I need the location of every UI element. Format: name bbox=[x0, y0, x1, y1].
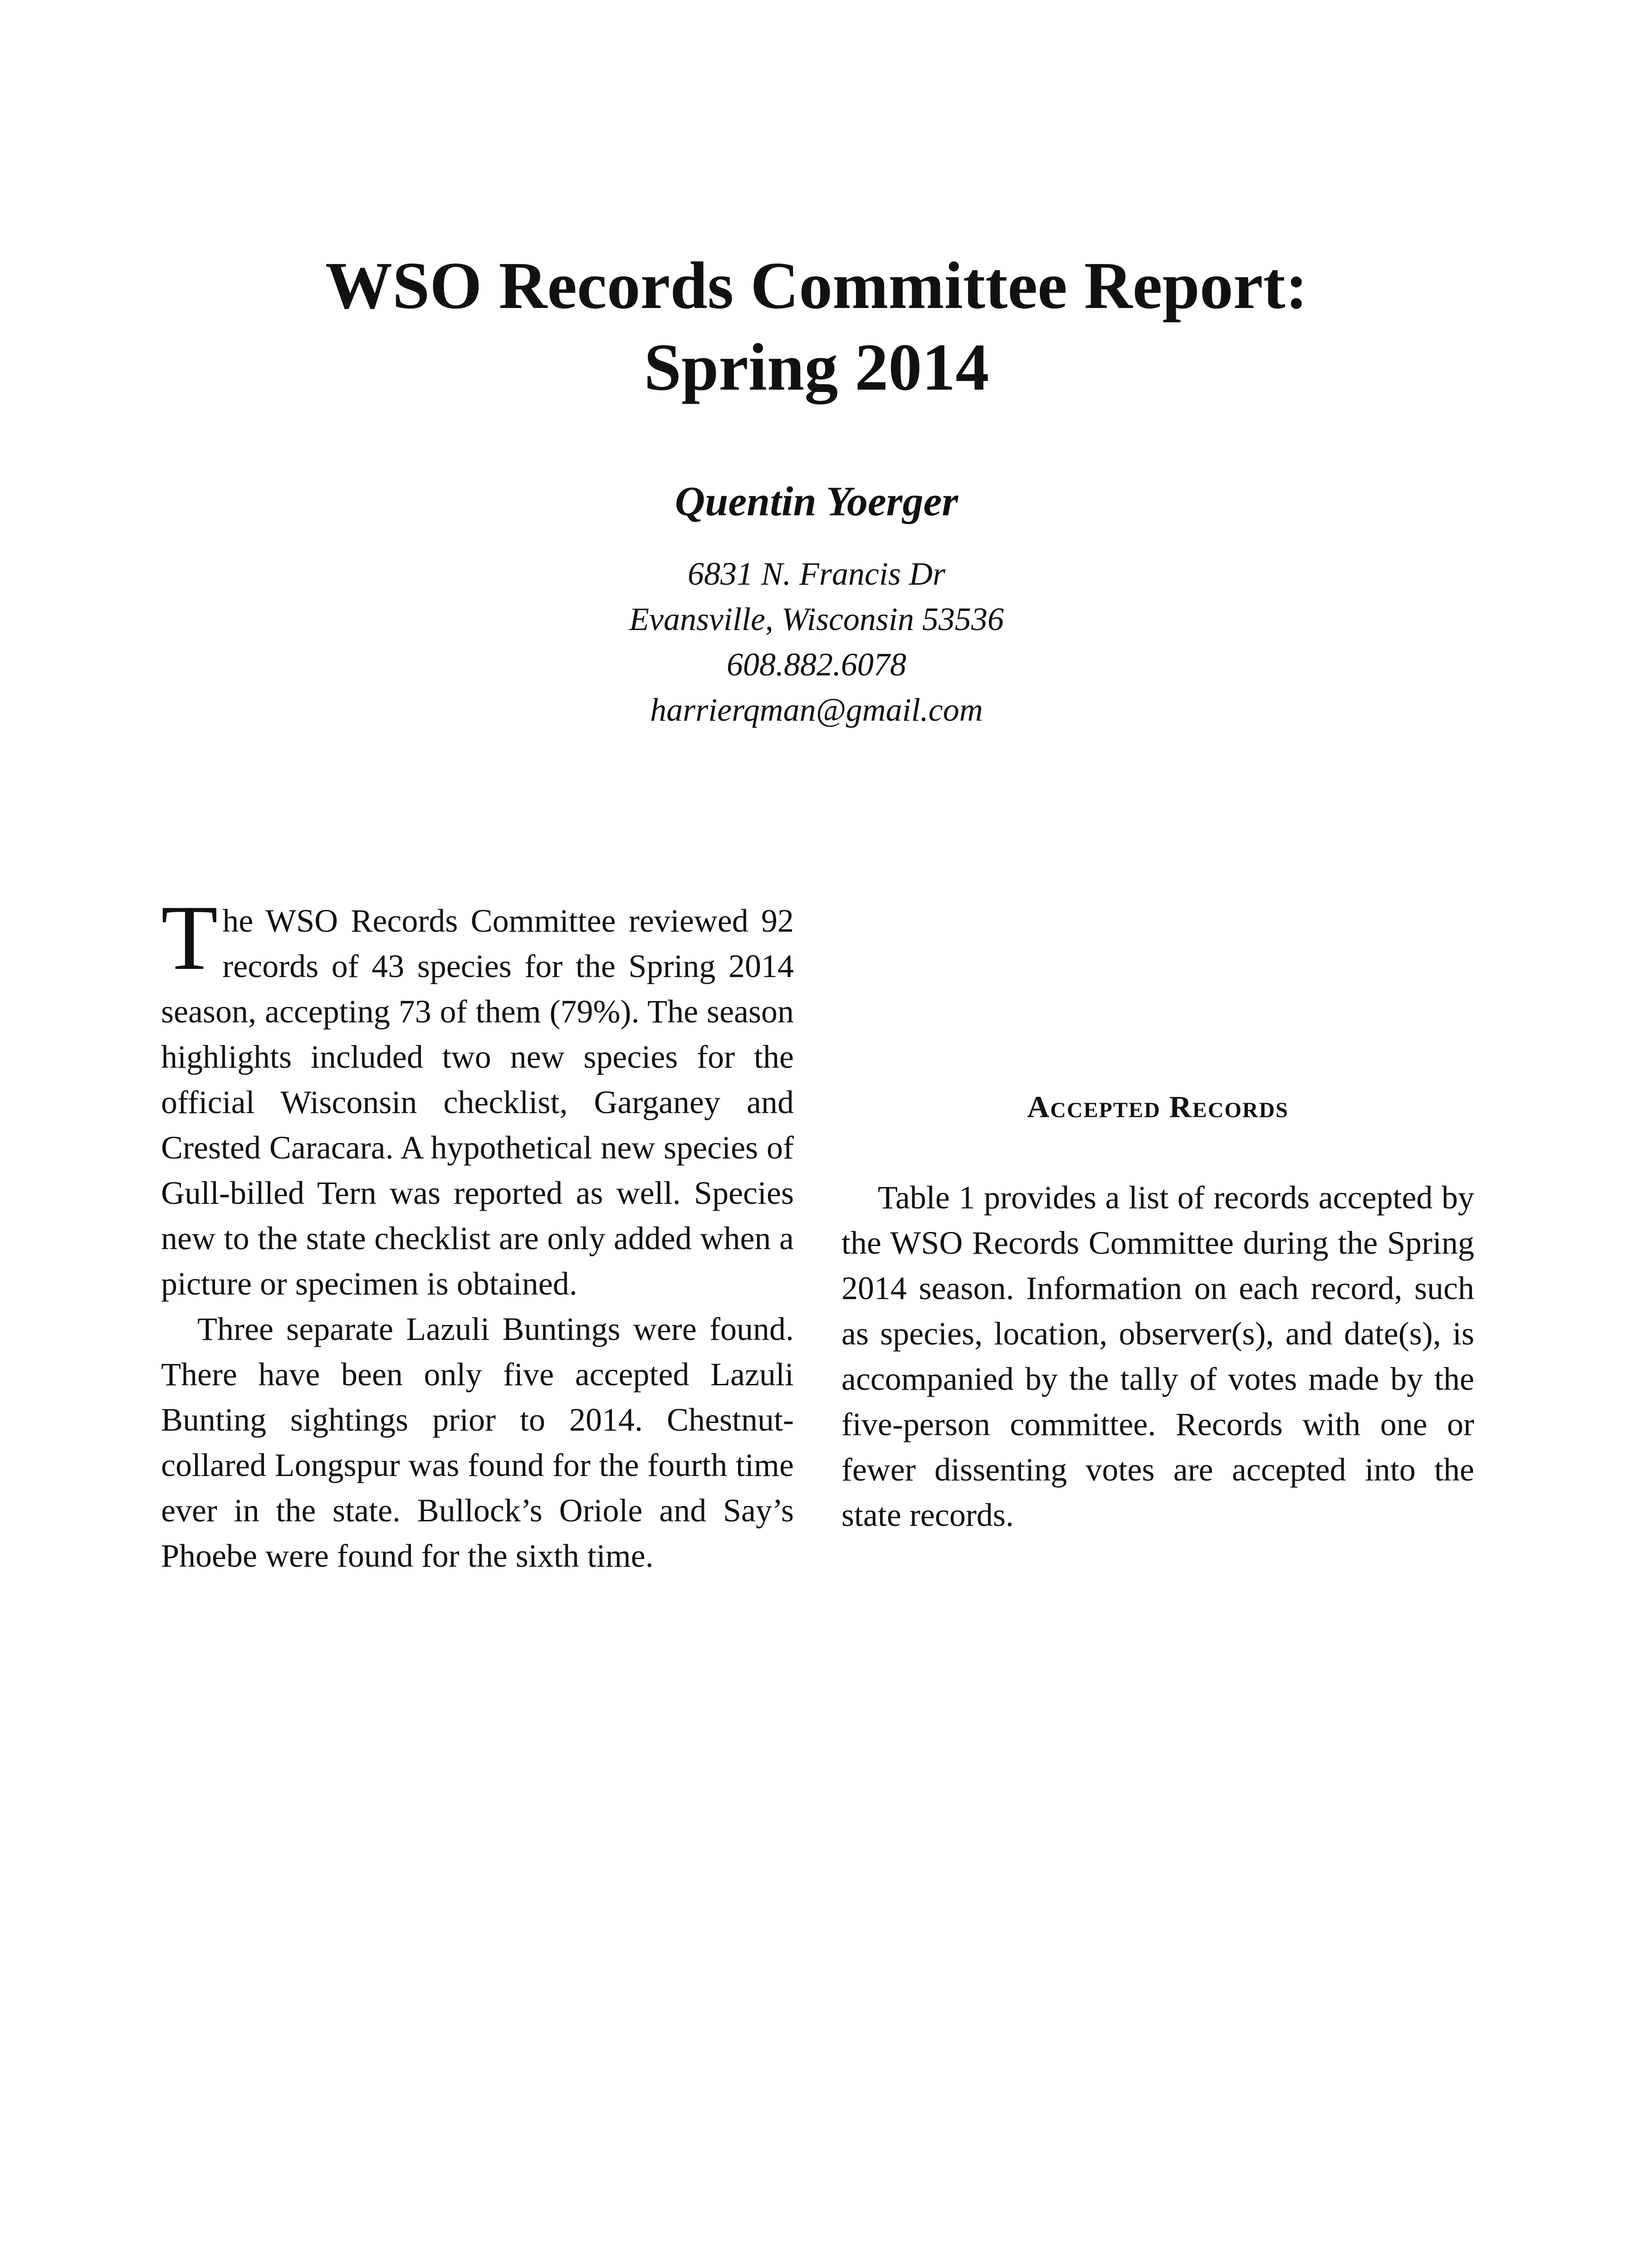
intro-paragraph bbox=[161, 886, 794, 1306]
left-column bbox=[161, 886, 794, 1579]
right-column bbox=[841, 898, 1474, 1538]
paragraph-lazuli-buntings: Three separate Lazuli Buntings were found. There have been only five accepted Lazuli Bunting sightings prior to 2014. Chestnut-collared Longspur was found for the fourth time ever in the state. Bullock’s Oriole and Say’s Phoebe were found for the sixth time. bbox=[161, 1311, 794, 1574]
author-name: Quentin Yoerger bbox=[675, 478, 958, 524]
column-continuation-spacer bbox=[841, 898, 1474, 1039]
title-line-2: Spring 2014 bbox=[644, 330, 989, 405]
author-contact-block bbox=[0, 551, 1633, 733]
paragraph-table-description: Table 1 provides a list of records accepted by the WSO Records Committee during the Spring 2014 season. Information on each record, such as species, location, observer(s), and date(s), is accompanied by the tally of votes made by the five-person committee. Records with one or fewer dissenting votes are accepted into the state records. bbox=[841, 1179, 1474, 1533]
title-line-1: WSO Records Committee Report: bbox=[325, 249, 1308, 323]
address-line-1: 6831 N. Francis Dr bbox=[687, 556, 946, 592]
article-title bbox=[0, 245, 1633, 408]
email-address: harrierqman@gmail.com bbox=[650, 692, 983, 728]
intro-text: he WSO Records Committee reviewed 92 records of 43 species for the Spring 2014 season, accepting 73 of them (79%). The season highlights included two new species for the official Wisconsin checklist, Garganey and Crested Caracara. A hypothetical new species of Gull-billed Tern was reported as well. Species new to the state checklist are only added when a picture or specimen is obtained. bbox=[161, 903, 794, 1302]
drop-cap: T bbox=[161, 886, 218, 989]
section-heading-accepted-records: Accepted Records bbox=[1027, 1090, 1289, 1124]
address-line-2: Evansville, Wisconsin 53536 bbox=[629, 601, 1004, 637]
phone-number: 608.882.6078 bbox=[727, 646, 906, 683]
